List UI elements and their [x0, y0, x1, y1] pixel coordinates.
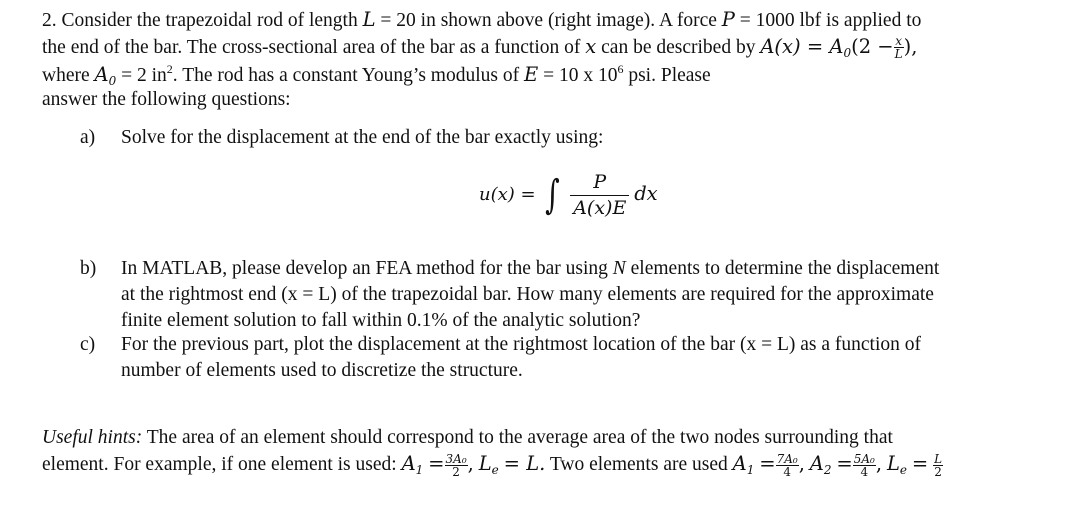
hint-fraction-2: $\frac{\text{7A₀}}{4}$ [776, 452, 798, 480]
x-symbol: x [585, 35, 597, 58]
Le-symbol: $L_e$ [478, 452, 499, 477]
equals: = [380, 10, 392, 31]
integrand-fraction: $\frac{P}{A(x)E}$ [570, 172, 629, 219]
displacement-equation [479, 172, 658, 219]
problem-line-1 [42, 8, 921, 32]
modulus-symbol: E [523, 63, 539, 86]
length-value: 20 [396, 10, 416, 31]
problem-text: Consider the trapezoidal rod of length [61, 10, 358, 31]
part-a-text: Solve for the displacement at the end of the bar exactly using: [121, 127, 604, 148]
force-symbol: P [721, 8, 735, 31]
part-b-label: b) [80, 258, 97, 279]
part-b-line-3: finite element solution to fall within 0.1% of the analytic solution? [121, 310, 641, 331]
part-c-line-1: For the previous part, plot the displacement at the rightmost location of the bar (x = L) as a function of [121, 334, 921, 355]
length-symbol: L [362, 8, 376, 31]
dx: dx [634, 181, 658, 205]
hint-fraction-3: $\frac{\text{5A₀}}{4}$ [853, 452, 875, 480]
part-a-label: a) [80, 127, 96, 148]
Le-symbol-2: $L_e$ [886, 452, 907, 477]
modulus-value: = 10 x $10^6$ [543, 62, 624, 86]
problem-text: the end of the bar. The cross-sectional area of the bar as a function of [42, 37, 581, 58]
area-value: = 2 $in^2$ [121, 62, 173, 86]
A1-symbol: $A_1$ [401, 452, 424, 477]
equation-lhs: u(x) = [479, 183, 536, 205]
hint-fraction-4: $\frac{L}{2}$ [934, 452, 943, 480]
problem-text: where [42, 65, 90, 86]
part-c-line-2: number of elements used to discretize the structure. [121, 360, 523, 381]
hint-fraction-1: $\frac{\text{3A₀}}{2}$ [445, 452, 467, 480]
problem-text: . The rod has a constant Young’s modulus of [172, 65, 520, 86]
hints-line-1: Useful hints: The area of an element should correspond to the average area of the two nodes surrounding that [42, 427, 893, 448]
problem-number: 2. [42, 10, 57, 31]
problem-line-2 [42, 35, 917, 60]
A2-symbol: $A_2$ [809, 452, 832, 477]
force-value: 1000 lbf is applied to [755, 10, 922, 31]
part-b-line-1: In MATLAB, please develop an FEA method for the bar using N elements to determine the displacement [121, 258, 940, 279]
part-c-label: c) [80, 334, 96, 355]
problem-text: can be described by [601, 37, 756, 58]
problem-line-4: answer the following questions: [42, 89, 291, 110]
problem-text: psi. Please [628, 65, 711, 86]
x-over-L-fraction: $\frac{x}{L}$ [894, 34, 903, 61]
problem-line-3 [42, 63, 711, 87]
A1-symbol-2: $A_1$ [732, 452, 755, 477]
hints-label: Useful hints: [42, 427, 143, 448]
integral-icon: ∫ [545, 172, 561, 219]
area-expression: $A(x) = A_0(2$ − $\frac{x}{L}$ ), [760, 34, 918, 61]
hints-line-2: element. For example, if one element is used: $A_1$ = $\frac{\text{3A₀}}{2}$ , $L_e = L$. Two elements are used $A_1$ = $\frac{\text{7A₀}}{4}$ , $A_2$ = $\frac{\text{5A₀}}{4}$ , $L_e$ = $\frac{L}{2}$ [42, 452, 943, 480]
equals: = [739, 10, 751, 31]
problem-text: in shown above (right image). A force [420, 10, 717, 31]
A0-symbol: $A_0$ [94, 63, 117, 88]
part-b-line-2: at the rightmost end (x = L) of the trapezoidal bar. How many elements are required for the approximate [121, 284, 934, 305]
